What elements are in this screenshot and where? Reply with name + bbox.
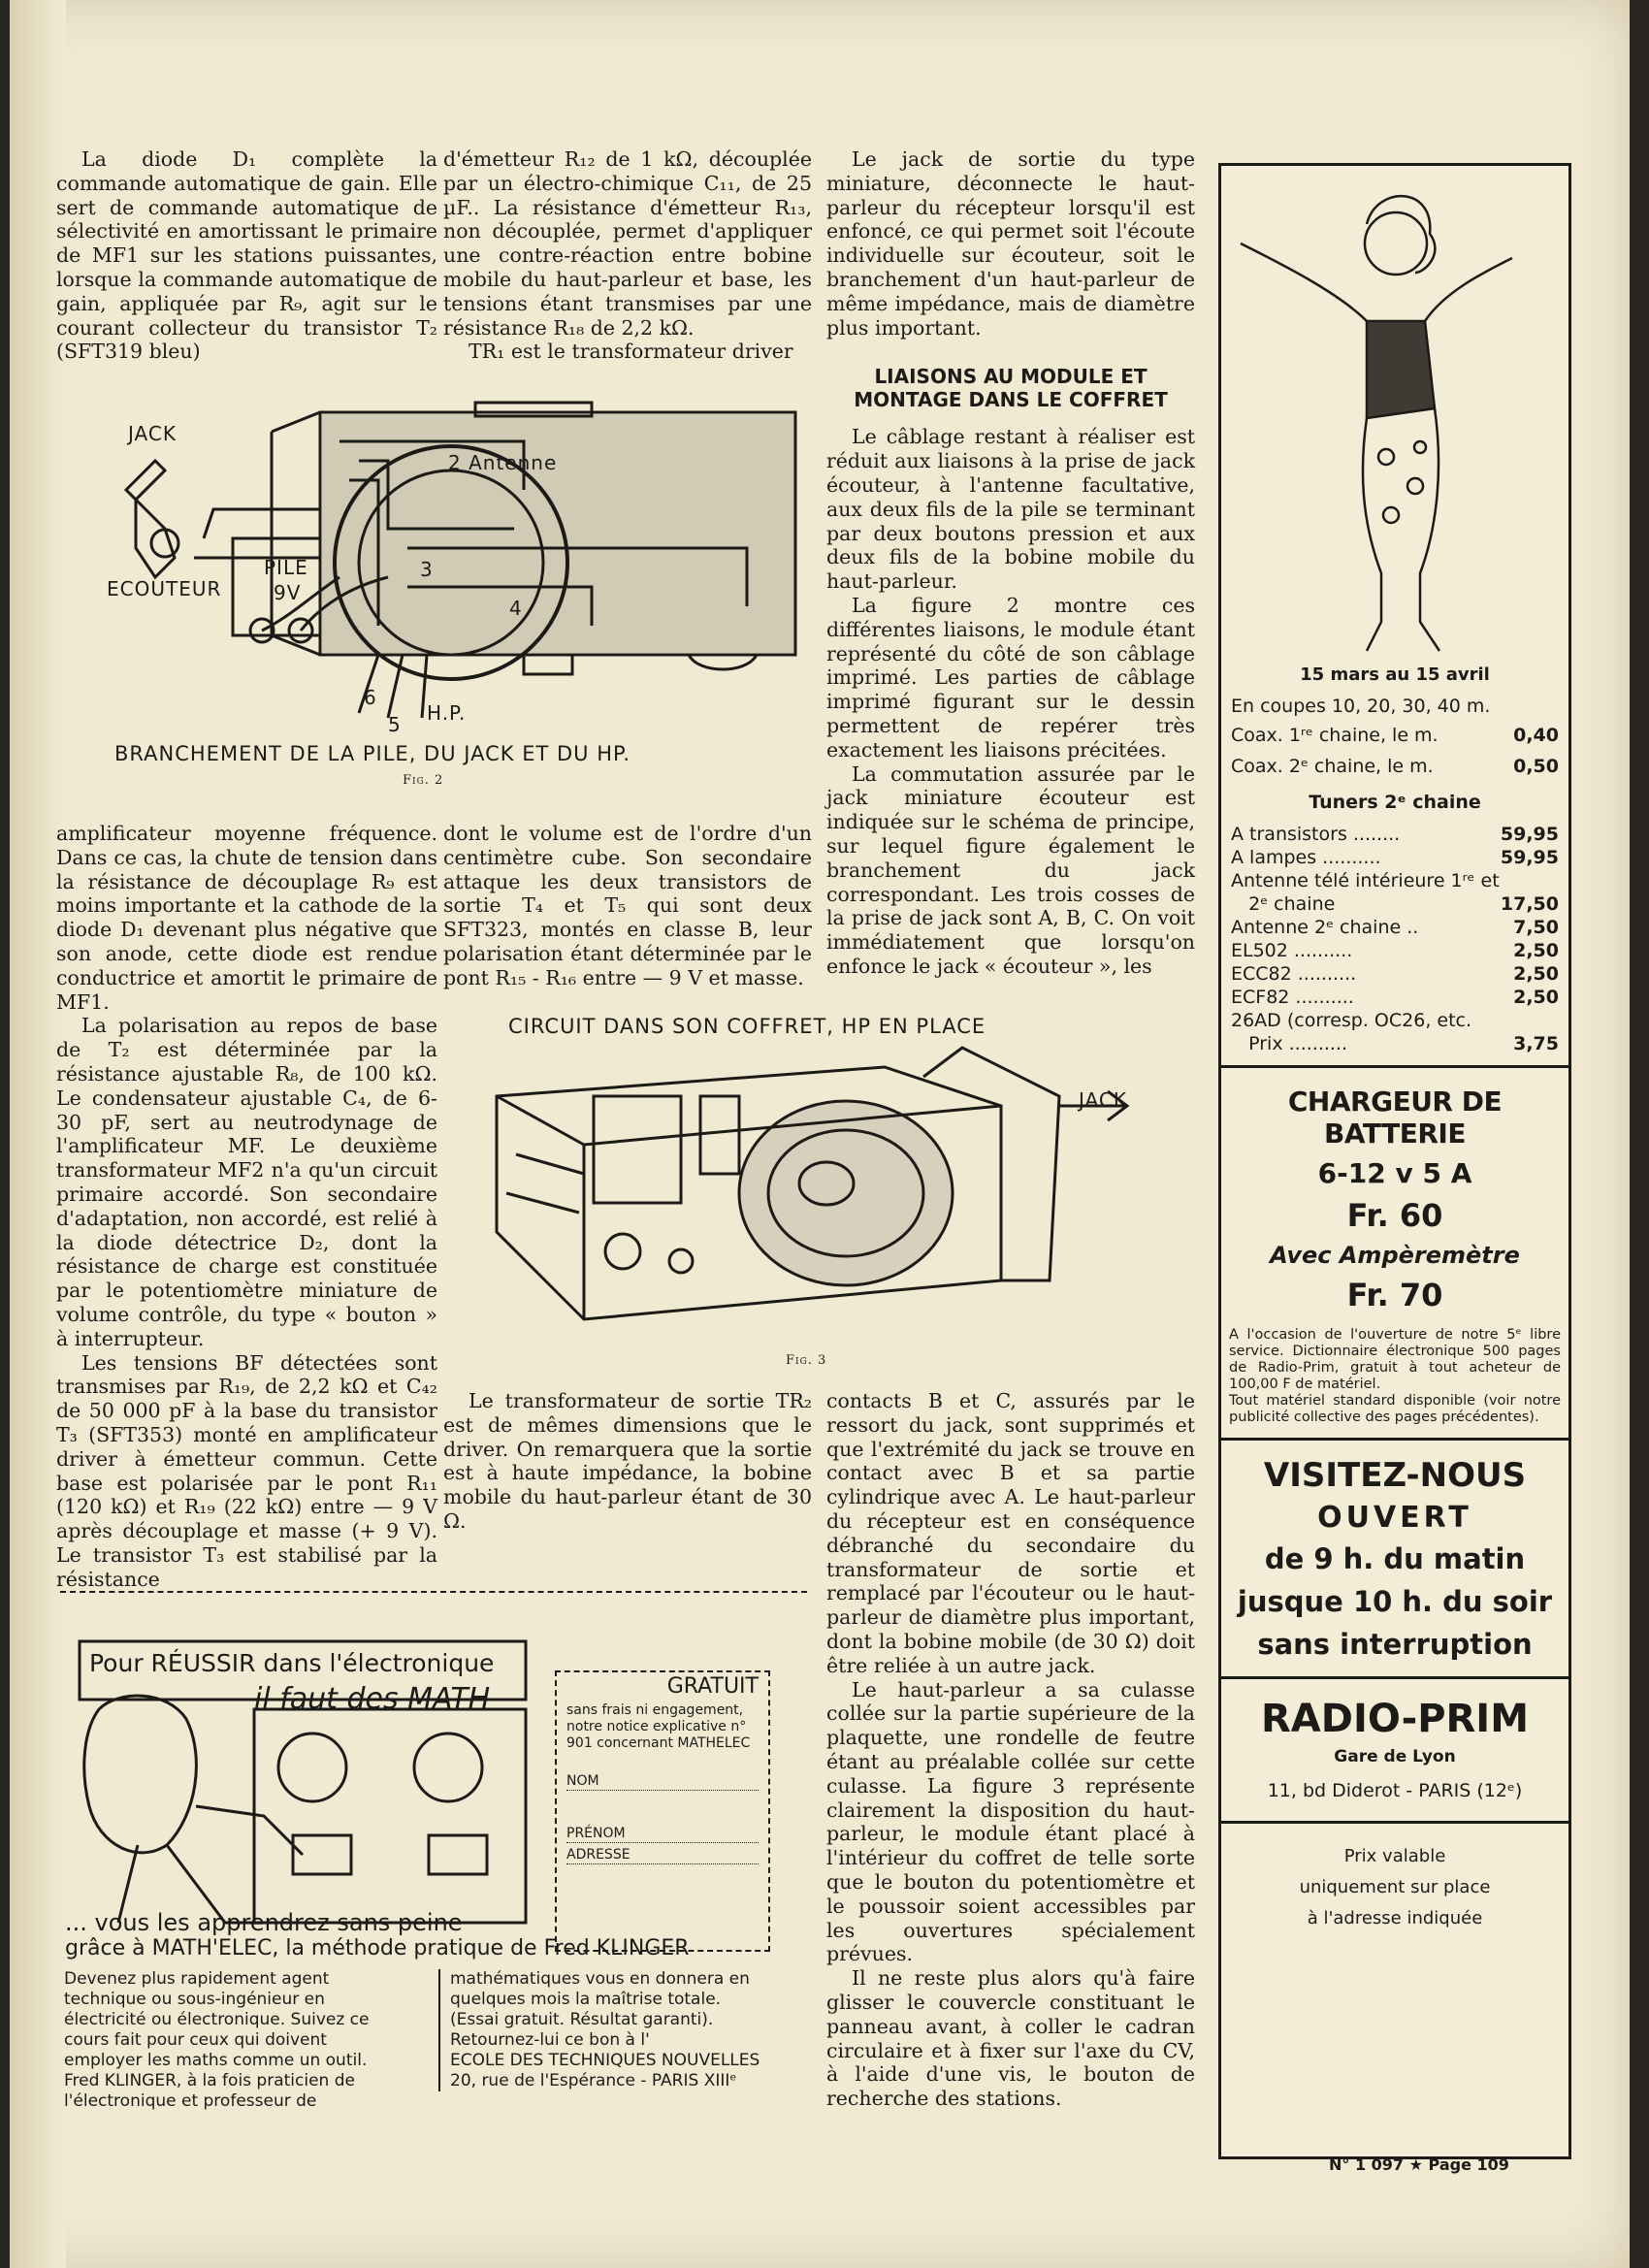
ad-price-item — [1221, 939, 1568, 962]
mathelec-headline-2: il faut des MATH — [254, 1682, 491, 1716]
column-2-top — [443, 147, 812, 364]
item-label: ECC82 .......... — [1231, 963, 1357, 985]
mathelec-headline-1: Pour RÉUSSIR dans l'électronique — [89, 1649, 495, 1677]
ad-price-item — [1221, 1032, 1568, 1055]
paragraph: contacts B et C, assurés par le ressort du jack, sont supprimés et que l'extrémité du jack se trouve en contact avec B et sa partie cylindrique avec A. Le haut-parleur du récepteur est en conséquence débranché du secondaire du transformateur de sortie et remplacé par l'écouteur ou le haut-parleur de diamètre plus important, dont la bobine mobile (de 30 Ω) doit être reliée à un autre jack. — [826, 1389, 1195, 1677]
ad-chargeur: CHARGEUR DE BATTERIE — [1287, 1085, 1503, 1150]
column-1-middle — [56, 822, 437, 1592]
ad-price-item — [1221, 1009, 1568, 1032]
ad-price-1: Fr. 60 — [1346, 1197, 1443, 1234]
ad-location: Gare de Lyon — [1334, 1747, 1456, 1766]
coax2-price: 0,50 — [1513, 756, 1559, 777]
coupon-nom-field[interactable]: NOM — [566, 1773, 759, 1791]
fig2-label-jack: JACK — [128, 422, 177, 445]
coax1-label: Coax. 1ʳᵉ chaine, le m. — [1231, 725, 1439, 746]
paragraph: La diode D₁ complète la commande automatique de gain. Elle sert de commande automatique de sélectivité en amortissant le primaire de MF1 sur les stations puissantes, lorsque la commande automatique de gain, appliquée par R₉, agit sur le courant collecteur du transistor T₂ (SFT319 bleu) — [56, 147, 437, 364]
ad-avec: Avec Ampèremètre — [1270, 1242, 1520, 1269]
body-right-line: 20, rue de l'Espérance - PARIS XIIIᵉ — [450, 2071, 737, 2090]
ad-price-list — [1221, 823, 1568, 1055]
gratuit-text: sans frais ni engagement, notre notice explicative n° 901 concernant MATHELEC — [566, 1702, 751, 1751]
ad-price-item — [1221, 916, 1568, 939]
figure-3-drawing — [458, 1038, 1185, 1358]
figure-2 — [68, 383, 805, 810]
paragraph: Le câblage restant à réaliser est réduit aux liaisons à la prise de jack écouteur, à l'antenne facultative, aux deux fils de la pile se terminant par deux boutons pression et aux deux fils de la bobine mobile du haut-parleur. — [826, 425, 1195, 594]
coupes-text: En coupes 10, 20, 30, 40 m. — [1231, 696, 1491, 717]
body-right-line: mathématiques vous en donnera en quelques mois la maîtrise totale. — [450, 1969, 750, 2009]
item-label: A transistors ........ — [1231, 824, 1401, 845]
figure-2-drawing — [68, 383, 805, 752]
paragraph: Le jack de sortie du type miniature, déconnecte le haut-parleur du récepteur lorsqu'il est enfoncé, ce qui permet soit l'écoute individuelle sur écouteur, soit le branchement d'un haut-parleur de même impédance, mais de diamètre plus important. — [826, 147, 1195, 340]
item-price: 2,50 — [1513, 940, 1559, 961]
mathelec-body-left: Devenez plus rapidement agent technique ou sous-ingénieur en électricité ou électronique. Suivez ce cours fait pour ceux qui doivent employer les maths comme un outil. Fred KLINGER, à la fois praticien de l'électronique et professeur de — [64, 1969, 370, 2111]
item-price: 17,50 — [1500, 893, 1559, 915]
paragraph: amplificateur moyenne fréquence. Dans ce cas, la chute de tension dans la résistance de découplage R₉ est moins importante et la cathode de la diode D₁ devenant plus négative que son anode, cette diode est rendue conductrice et amortit le primaire de MF1. — [56, 822, 437, 1014]
ad-tuners-title: Tuners 2ᵉ chaine — [1309, 792, 1481, 813]
coupon-adresse-field[interactable]: ADRESSE — [566, 1847, 759, 1864]
magazine-page — [10, 0, 1630, 2268]
item-label: ECF82 .......... — [1231, 987, 1354, 1008]
valid-line: uniquement sur place — [1299, 1877, 1491, 1897]
ad-hours-2: jusque 10 h. du soir — [1237, 1585, 1553, 1618]
mathelec-body-right — [438, 1969, 809, 2091]
item-label: 2ᵉ chaine — [1231, 893, 1336, 915]
ad-price-item — [1221, 846, 1568, 869]
paragraph: dont le volume est de l'ordre d'un centimètre cube. Son secondaire attaque les deux transistors de sortie T₄ et T₅ qui sont deux SFT323, montés en classe B, leur polarisation étant déterminée par le pont R₁₅ - R₁₆ entre — 9 V et masse. — [443, 822, 812, 989]
figure-3 — [458, 1009, 1185, 1377]
item-label: Prix .......... — [1231, 1033, 1348, 1054]
ad-ouvert: OUVERT — [1317, 1501, 1472, 1535]
body-right-line: (Essai gratuit. Résultat garanti). — [450, 2010, 714, 2029]
valid-line: Prix valable — [1343, 1846, 1446, 1866]
fig2-label-4: 4 — [509, 597, 523, 620]
valid-line: à l'adresse indiquée — [1307, 1908, 1483, 1928]
gratuit-title: GRATUIT — [666, 1674, 759, 1699]
item-price: 7,50 — [1513, 917, 1559, 938]
paragraph: TR₁ est le transformateur driver — [469, 340, 793, 364]
fig2-label-hp: H.P. — [427, 701, 467, 725]
item-label: Antenne télé intérieure 1ʳᵉ et — [1231, 870, 1500, 891]
column-1-top — [56, 147, 437, 364]
ad-price-2: Fr. 70 — [1346, 1277, 1443, 1313]
ad-dates: 15 mars au 15 avril — [1300, 664, 1490, 685]
ad-address: 11, bd Diderot - PARIS (12ᵉ) — [1267, 1780, 1523, 1801]
gratuit-coupon — [555, 1670, 770, 1952]
paragraph: La commutation assurée par le jack miniature écouteur est indiquée sur le schéma de principe, sur lequel figure également le branchement du jack correspondant. Les trois cosses de la prise de jack sont A, B, C. On voit immédiatement que lorsqu'on enfonce le jack « écouteur », les — [826, 761, 1195, 978]
item-price: 2,50 — [1513, 987, 1559, 1008]
item-price: 3,75 — [1513, 1033, 1559, 1054]
column-2-middle — [443, 822, 812, 990]
item-label: 26AD (corresp. OC26, etc. — [1231, 1010, 1472, 1031]
fig2-label-3: 3 — [420, 558, 434, 581]
ad-hours-1: de 9 h. du matin — [1264, 1542, 1526, 1575]
ad-price-item — [1221, 986, 1568, 1009]
coax1-price: 0,40 — [1513, 725, 1559, 746]
ad-price-item — [1221, 962, 1568, 986]
body-right-line: Retournez-lui ce bon à l' — [450, 2030, 650, 2050]
ad-visitez: VISITEZ-NOUS — [1263, 1456, 1527, 1495]
ad-price-item — [1221, 892, 1568, 916]
ad-notice-2: Tout matériel standard disponible (voir notre publicité collective des pages précédentes). — [1229, 1393, 1561, 1425]
mathelec-ad — [60, 1603, 807, 1960]
paragraph: Le transformateur de sortie TR₂ est de mêmes dimensions que le driver. On remarquera que la sortie est à haute impédance, la bobine mobile du haut-parleur étant de 30 Ω. — [443, 1389, 812, 1533]
ad-coupes — [1221, 695, 1568, 718]
fig3-caption: CIRCUIT DANS SON COFFRET, HP EN PLACE — [508, 1015, 986, 1038]
paragraph: d'émetteur R₁₂ de 1 kΩ, découplée par un électro-chimique C₁₁, de 25 µF.. La résistance d'émetteur R₁₃, non découplée, permet d'appliquer une contre-réaction entre bobine mobile du haut-parleur et base, les tensions étant transmises par une résistance R₁₈ de 2,2 kΩ. — [443, 147, 812, 340]
fig2-label-5: 5 — [388, 713, 402, 736]
section-heading: LIAISONS AU MODULE ET MONTAGE DANS LE COFFRET — [854, 365, 1168, 412]
ad-price-item — [1221, 869, 1568, 892]
radio-prim-ad — [1218, 163, 1571, 2159]
paragraph: Il ne reste plus alors qu'à faire glisser le couvercle constituant le panneau avant, à coller le cadran circulaire et à fixer sur l'axe du CV, à l'aide d'une vis, le bouton de recherche des stations. — [826, 1966, 1195, 2111]
paragraph: La polarisation au repos de base de T₂ est déterminée par la résistance ajustable R₈, de 100 kΩ. Le condensateur ajustable C₄, de 6-30 pF, sert au neutrodynage de l'amplificateur MF. Le deuxième transformateur MF2 n'a qu'un circuit primaire accordé. Son secondaire d'adaptation, non accordé, est relié à la diode détectrice D₂, dont la résistance de charge est constituée par le potentiomètre miniature de volume contrôle, du type « bouton » à interrupteur. — [56, 1014, 437, 1350]
body-right-line: ECOLE DES TECHNIQUES NOUVELLES — [450, 2051, 760, 2070]
item-label: Antenne 2ᵉ chaine .. — [1231, 917, 1419, 938]
mathelec-tagline: ... vous les apprendrez sans peine — [65, 1909, 463, 1936]
page-footer: N° 1 097 ★ Page 109 — [1329, 2155, 1509, 2174]
column-3-top — [826, 147, 1195, 979]
item-price: 2,50 — [1513, 963, 1559, 985]
ad-coax1 — [1221, 724, 1568, 747]
ad-price-item — [1221, 823, 1568, 846]
ad-hours-3: sans interruption — [1257, 1628, 1533, 1661]
fig2-number: Fig. 2 — [403, 773, 444, 788]
fig3-label-jack: JACK — [1079, 1088, 1127, 1112]
ad-valid — [1221, 1841, 1568, 1934]
column-2-bottom — [443, 1389, 812, 1534]
coupon-dashed-rule — [60, 1591, 807, 1593]
woman-illustration — [1221, 166, 1568, 670]
ad-brand: RADIO-PRIM — [1261, 1697, 1529, 1741]
fig2-label-pile: PILE — [264, 556, 308, 579]
mathelec-subline: grâce à MATH'ELEC, la méthode pratique de Fred KLINGER — [65, 1936, 690, 1960]
fig2-label-pile-voltage: 9V — [274, 581, 302, 604]
ad-notice: A l'occasion de l'ouverture de notre 5ᵉ libre service. Dictionnaire électronique 500 pages de Radio-Prim, gratuit à tout acheteur de 100,00 F de matériel. — [1229, 1327, 1561, 1392]
paragraph: Le haut-parleur a sa culasse collée sur la partie supérieure de la plaquette, une rondelle de feutre étant au préalable collée sur cette culasse. La figure 3 représente clairement la disposition du haut-parleur, le module étant placé à l'intérieur du coffret de telle sorte que le bouton du potentiomètre et le poussoir soient accessibles par les ouvertures spécialement prévues. — [826, 1677, 1195, 1966]
ad-chargeur-spec: 6-12 v 5 A — [1317, 1157, 1472, 1189]
ad-coax2 — [1221, 755, 1568, 778]
item-label: EL502 .......... — [1231, 940, 1353, 961]
paragraph: La figure 2 montre ces différentes liaisons, le module étant représenté du côté de son câblage imprimé. Les parties de câblage imprimé figurant sur le dessin permettent de repérer très exactement les liaisons précitées. — [826, 593, 1195, 761]
coupon-prenom-field[interactable]: PRÉNOM — [566, 1826, 759, 1843]
fig2-label-antenne: 2 Antenne — [448, 451, 558, 474]
item-label: A lampes .......... — [1231, 847, 1381, 868]
column-3-bottom — [826, 1389, 1195, 2111]
item-price: 59,95 — [1500, 847, 1559, 868]
fig2-caption: BRANCHEMENT DE LA PILE, DU JACK ET DU HP. — [114, 742, 631, 765]
item-price: 59,95 — [1500, 824, 1559, 845]
fig2-label-6: 6 — [364, 686, 377, 709]
fig3-number: Fig. 3 — [786, 1353, 827, 1368]
coax2-label: Coax. 2ᵉ chaine, le m. — [1231, 756, 1434, 777]
fig2-label-ecouteur: ECOUTEUR — [107, 577, 222, 600]
paragraph: Les tensions BF détectées sont transmises par R₁₉, de 2,2 kΩ et C₄₂ de 50 000 pF à la base du transistor T₃ (SFT353) monté en amplificateur driver à émetteur commun. Cette base est polarisée par le pont R₁₁ (120 kΩ) et R₁₉ (22 kΩ) entre — 9 V après découplage et masse (+ 9 V). Le transistor T₃ est stabilisé par la résistance — [56, 1350, 437, 1591]
